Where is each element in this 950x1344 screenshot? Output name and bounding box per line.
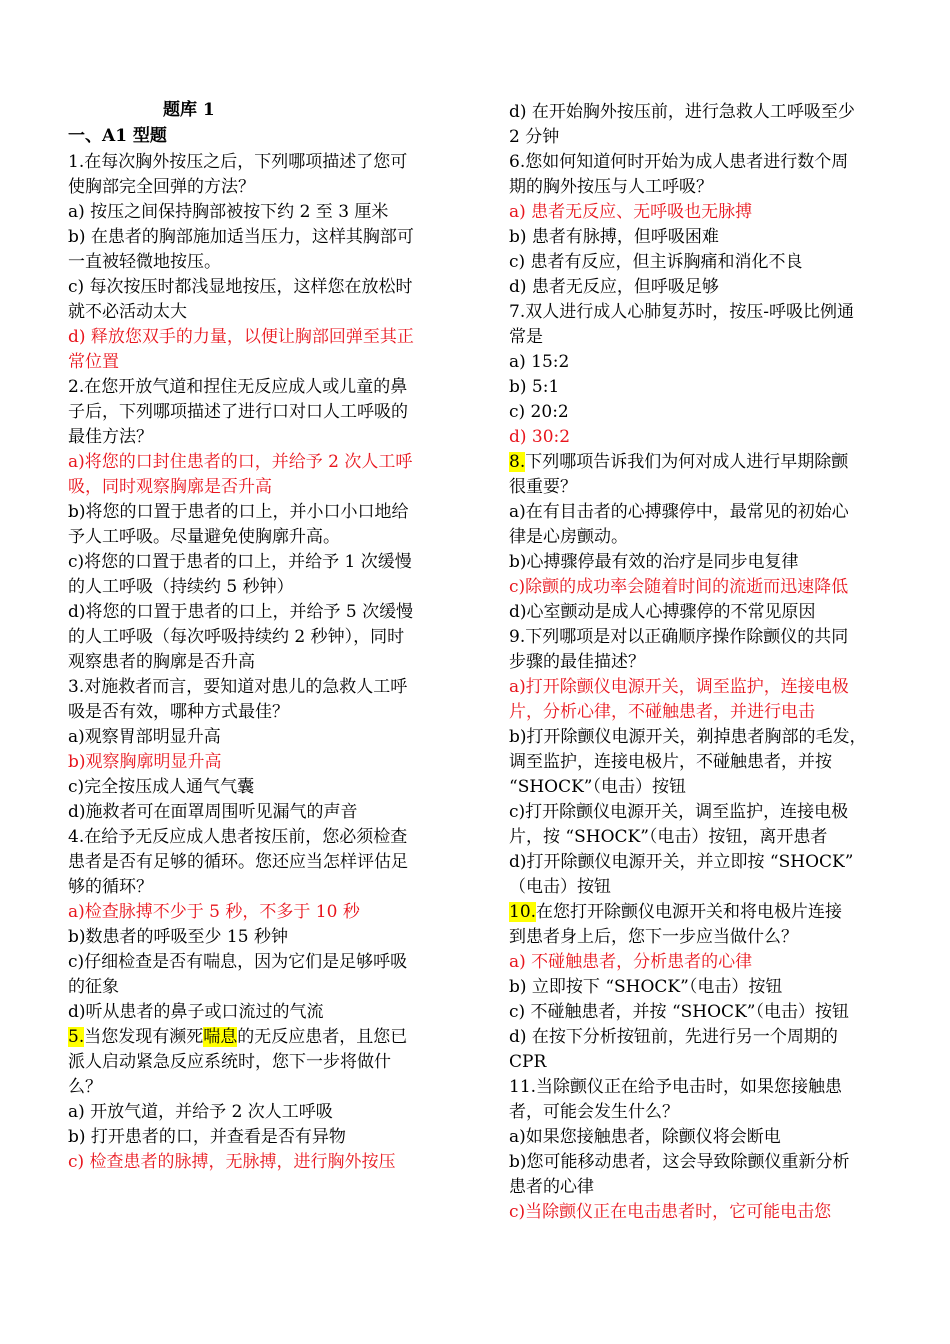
text-line: 到患者身上后，您下一步应当做什么？ bbox=[509, 927, 798, 947]
text-line: 片，按 “SHOCK”（电击）按钮，离开患者 bbox=[509, 827, 828, 847]
text-line: b) 打开患者的口，并查看是否有异物 bbox=[68, 1127, 346, 1147]
text-line: c) 20:2 bbox=[509, 402, 569, 422]
text-line: b)打开除颤仪电源开关，剃掉患者胸部的毛发， bbox=[509, 727, 867, 747]
text-line: c)除颤的成功率会随着时间的流逝而迅速降低 bbox=[509, 577, 849, 597]
text-line: （电击）按钮 bbox=[509, 877, 611, 897]
text-line: 很重要？ bbox=[509, 477, 577, 497]
text-line: 2.在您开放气道和捏住无反应成人或儿童的鼻 bbox=[68, 377, 408, 397]
text-line: a) 不碰触患者，分析患者的心律 bbox=[509, 952, 753, 972]
text-line bbox=[509, 900, 842, 924]
text-line: 的征象 bbox=[68, 977, 119, 997]
text-line: 一直被轻微地按压。 bbox=[68, 252, 221, 272]
text-line: a) 按压之间保持胸部被按下约 2 至 3 厘米 bbox=[68, 202, 389, 222]
text-line: b) 5:1 bbox=[509, 377, 560, 397]
text-line: c) 患者有反应，但主诉胸痛和消化不良 bbox=[509, 252, 803, 272]
text-line: d)将您的口置于患者的口上，并给予 5 次缓慢 bbox=[68, 602, 414, 622]
text-line: 患者的心律 bbox=[509, 1177, 594, 1197]
text-line: 3.对施救者而言，要知道对患儿的急救人工呼 bbox=[68, 677, 408, 697]
text-line: 步骤的最佳描述？ bbox=[509, 652, 645, 672]
text-line: 期的胸外按压与人工呼吸？ bbox=[509, 177, 713, 197]
text-line: b) 立即按下 “SHOCK”（电击）按钮 bbox=[509, 977, 783, 997]
heading-line: 一、A1 型题 bbox=[68, 126, 167, 146]
text-line: b)观察胸廓明显升高 bbox=[68, 752, 222, 772]
text-line: 么？ bbox=[68, 1077, 102, 1097]
heading-line: 题库 1 bbox=[163, 100, 215, 120]
text-line: 2 分钟 bbox=[509, 127, 560, 147]
text-line: b)心搏骤停最有效的治疗是同步电复律 bbox=[509, 552, 799, 572]
text-line: a)在有目击者的心搏骤停中，最常见的初始心 bbox=[509, 502, 849, 522]
text-line: b) 患者有脉搏，但呼吸困难 bbox=[509, 227, 719, 247]
text-line: 4.在给予无反应成人患者按压前，您必须检查 bbox=[68, 827, 408, 847]
text-line: d) 在开始胸外按压前，进行急救人工呼吸至少 bbox=[509, 102, 855, 122]
text-line: 常位置 bbox=[68, 352, 119, 372]
highlighted-text: 喘息 bbox=[203, 1027, 238, 1047]
text-line: 常是 bbox=[509, 327, 543, 347]
text-line: d) 患者无反应，但呼吸足够 bbox=[509, 277, 719, 297]
text-line: d)心室颤动是成人心搏骤停的不常见原因 bbox=[509, 602, 816, 622]
text-line: 调至监护，连接电极片，不碰触患者，并按 bbox=[509, 752, 832, 772]
text-segment: 下列哪项告诉我们为何对成人进行早期除颤 bbox=[525, 452, 849, 472]
text-line: 1.在每次胸外按压之后，下列哪项描述了您可 bbox=[68, 152, 408, 172]
text-line: 片，分析心律，不碰触患者，并进行电击 bbox=[509, 702, 815, 722]
text-line: 够的循环？ bbox=[68, 877, 153, 897]
text-line: c)将您的口置于患者的口上，并给予 1 次缓慢 bbox=[68, 552, 412, 572]
text-line: 11.当除颤仪正在给予电击时，如果您接触患 bbox=[509, 1077, 843, 1097]
text-line: 吸，同时观察胸廓是否升高 bbox=[68, 477, 272, 497]
text-line: CPR bbox=[509, 1052, 547, 1072]
text-line: a) 15:2 bbox=[509, 352, 570, 372]
text-line: a)打开除颤仪电源开关，调至监护，连接电极 bbox=[509, 677, 849, 697]
text-line: c) 每次按压时都浅显地按压，这样您在放松时 bbox=[68, 277, 413, 297]
text-line: 就不必活动太大 bbox=[68, 302, 187, 322]
text-line: b)数患者的呼吸至少 15 秒钟 bbox=[68, 927, 288, 947]
text-line: d) 在按下分析按钮前，先进行另一个周期的 bbox=[509, 1027, 838, 1047]
text-line: 7.双人进行成人心肺复苏时，按压-呼吸比例通 bbox=[509, 302, 854, 322]
text-line: 子后，下列哪项描述了进行口对口人工呼吸的 bbox=[68, 402, 408, 422]
text-line: a) 患者无反应、无呼吸也无脉搏 bbox=[509, 202, 753, 222]
text-line: b) 在患者的胸部施加适当压力，这样其胸部可 bbox=[68, 227, 414, 247]
text-line: d)施救者可在面罩周围听见漏气的声音 bbox=[68, 802, 358, 822]
text-line: 6.您如何知道何时开始为成人患者进行数个周 bbox=[509, 152, 849, 172]
text-line: “SHOCK”（电击）按钮 bbox=[509, 777, 686, 797]
text-line: 9.下列哪项是对以正确顺序操作除颤仪的共同 bbox=[509, 627, 849, 647]
text-line: 患者是否有足够的循环。您还应当怎样评估足 bbox=[68, 852, 408, 872]
highlighted-text: 8. bbox=[509, 452, 526, 472]
text-line: d)听从患者的鼻子或口流过的气流 bbox=[68, 1002, 324, 1022]
text-segment: 在您打开除颤仪电源开关和将电极片连接 bbox=[536, 902, 843, 922]
text-line: 吸是否有效，哪种方式最佳？ bbox=[68, 702, 289, 722]
text-line: 律是心房颤动。 bbox=[509, 527, 628, 547]
text-line: a)将您的口封住患者的口，并给予 2 次人工呼 bbox=[68, 452, 413, 472]
text-segment: 当您发现有濒死 bbox=[84, 1027, 204, 1047]
text-line: c)打开除颤仪电源开关，调至监护，连接电极 bbox=[509, 802, 849, 822]
text-line: d) 30:2 bbox=[509, 427, 571, 447]
text-line bbox=[509, 450, 848, 474]
text-line: a)如果您接触患者，除颤仪将会断电 bbox=[509, 1127, 781, 1147]
text-line: d) 释放您双手的力量，以便让胸部回弹至其正 bbox=[68, 327, 414, 347]
highlighted-text: 5. bbox=[68, 1027, 85, 1047]
text-line: c)完全按压成人通气气囊 bbox=[68, 777, 255, 797]
text-line: b)您可能移动患者，这会导致除颤仪重新分析 bbox=[509, 1152, 850, 1172]
text-line: c)仔细检查是否有喘息，因为它们是足够呼吸 bbox=[68, 952, 408, 972]
text-line: d)打开除颤仪电源开关，并立即按 “SHOCK” bbox=[509, 852, 854, 872]
text-line: 者，可能会发生什么？ bbox=[509, 1102, 679, 1122]
text-line: 派人启动紧急反应系统时，您下一步将做什 bbox=[68, 1052, 391, 1072]
highlighted-text: 10. bbox=[509, 902, 537, 922]
text-line: 的人工呼吸（持续约 5 秒钟） bbox=[68, 577, 294, 597]
text-line: 予人工呼吸。尽量避免使胸廓升高。 bbox=[68, 527, 340, 547]
text-line: 使胸部完全回弹的方法？ bbox=[68, 177, 255, 197]
text-line: c)当除颤仪正在电击患者时，它可能电击您 bbox=[509, 1202, 832, 1222]
text-line bbox=[68, 1025, 407, 1049]
text-line: 最佳方法？ bbox=[68, 427, 153, 447]
text-line: 的人工呼吸（每次呼吸持续约 2 秒钟），同时 bbox=[68, 627, 405, 647]
text-line: b)将您的口置于患者的口上，并小口小口地给 bbox=[68, 502, 409, 522]
text-line: c) 不碰触患者，并按 “SHOCK”（电击）按钮 bbox=[509, 1002, 849, 1022]
text-line: a)检查脉搏不少于 5 秒，不多于 10 秒 bbox=[68, 902, 360, 922]
text-line: c) 检查患者的脉搏，无脉搏，进行胸外按压 bbox=[68, 1152, 396, 1172]
text-line: a)观察胃部明显升高 bbox=[68, 727, 221, 747]
text-segment: 的无反应患者，且您已 bbox=[237, 1027, 408, 1047]
text-line: a) 开放气道，并给予 2 次人工呼吸 bbox=[68, 1102, 333, 1122]
text-line: 观察患者的胸廓是否升高 bbox=[68, 652, 255, 672]
